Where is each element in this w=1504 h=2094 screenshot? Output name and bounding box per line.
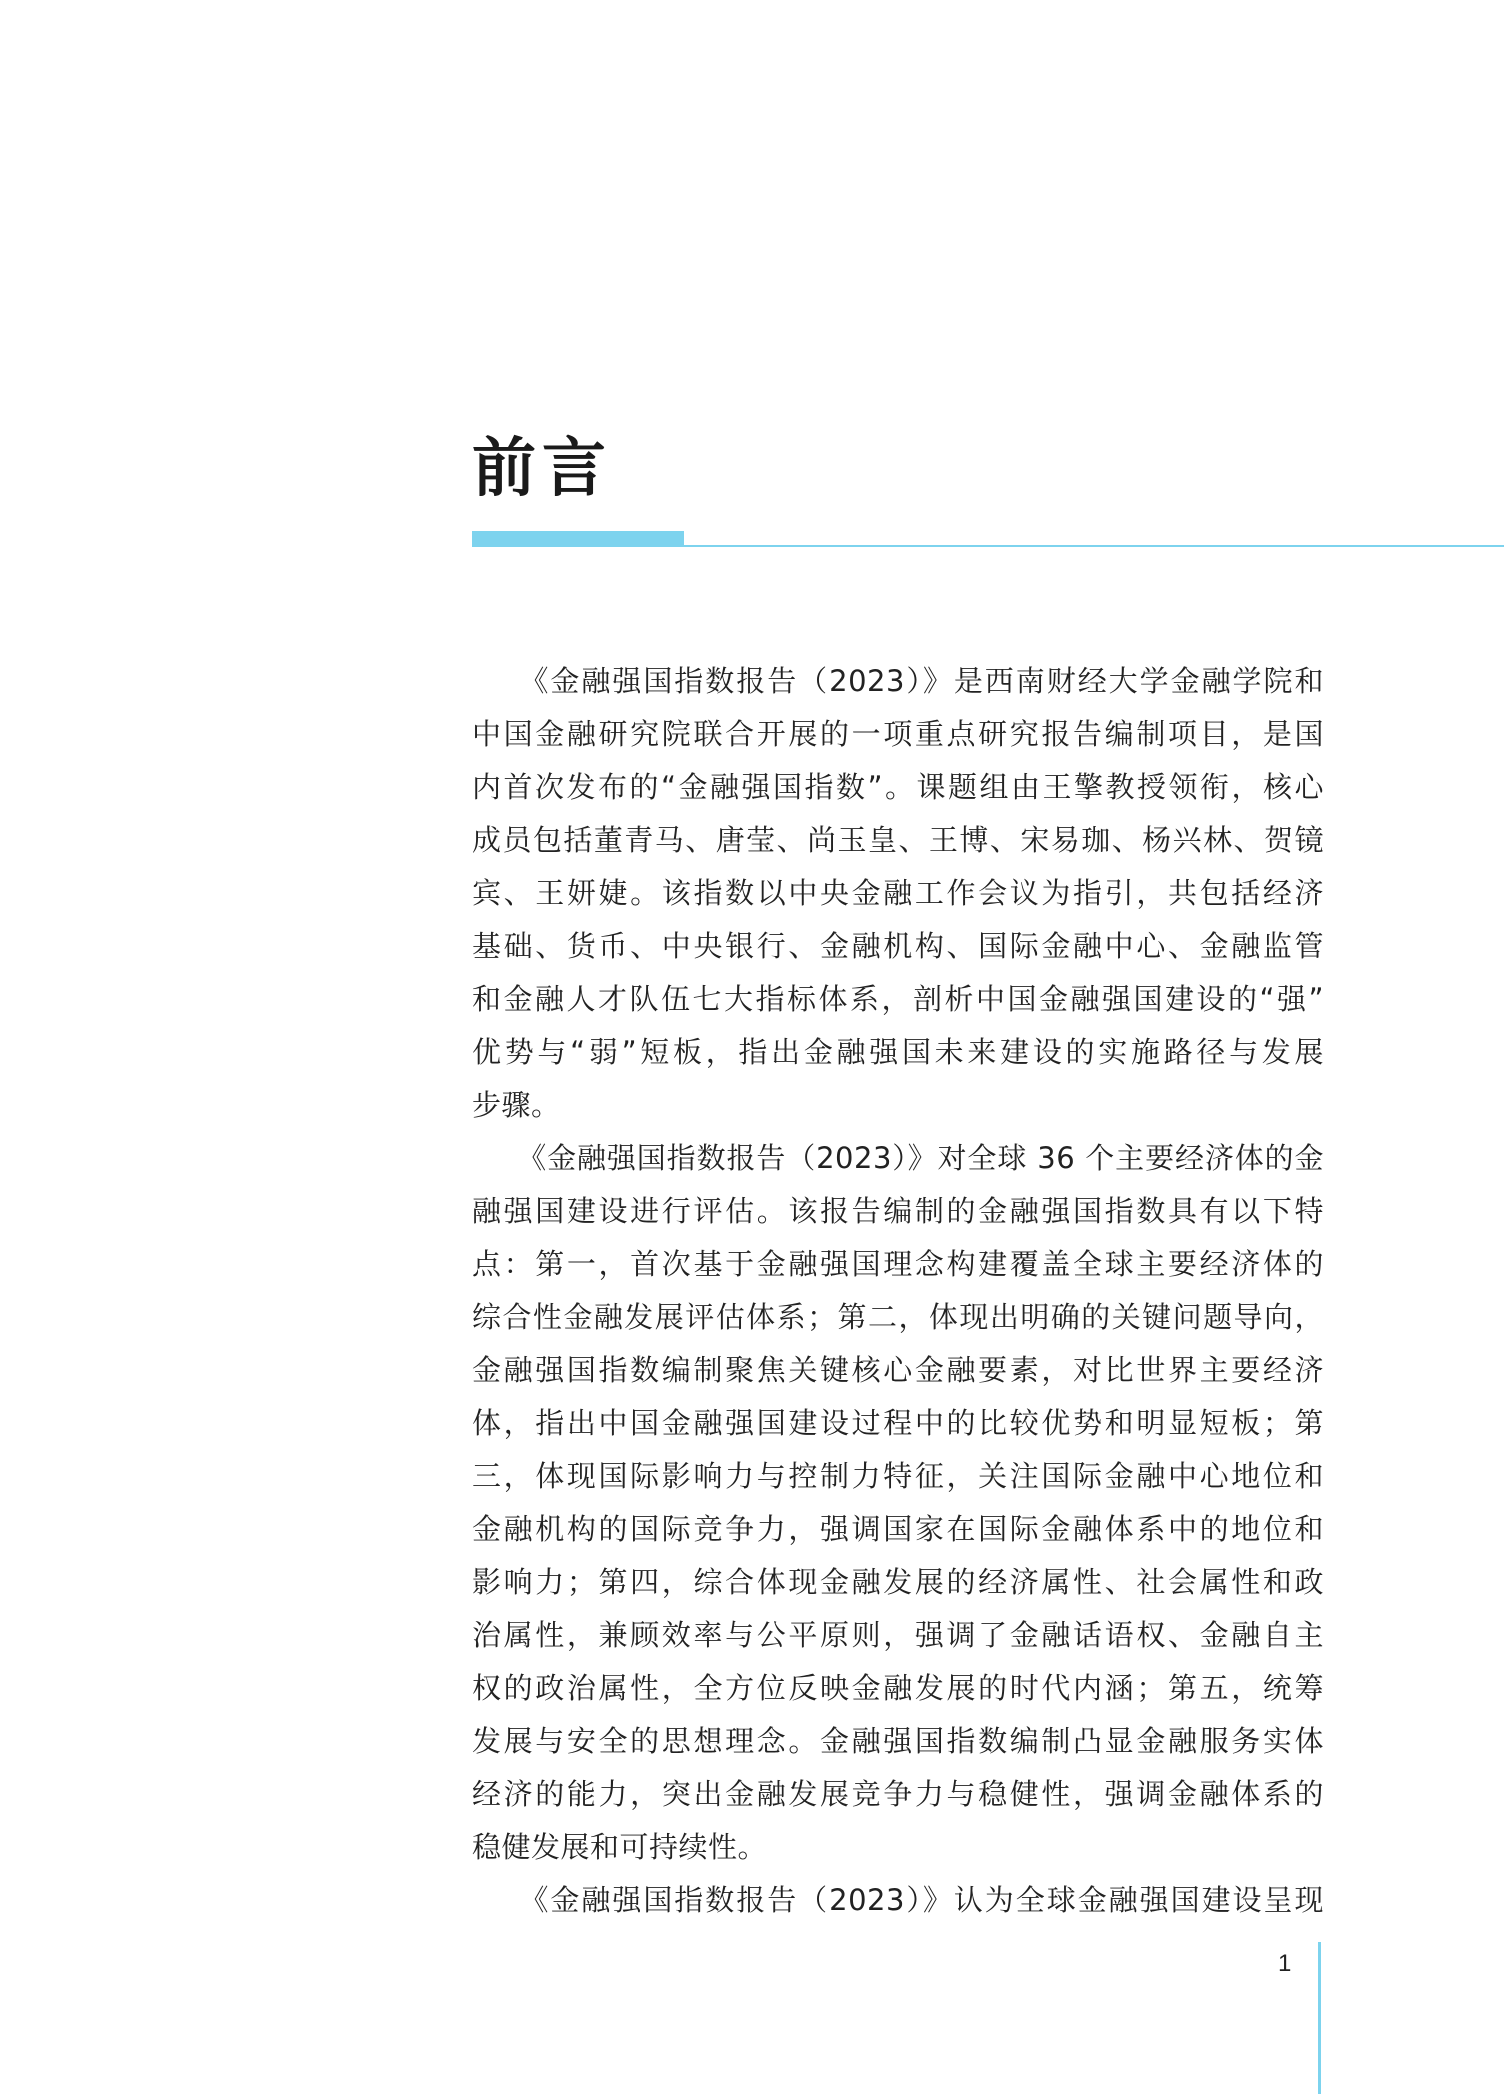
text-line: 金融强国指数编制聚焦关键核心金融要素，对比世界主要经济 bbox=[472, 1353, 1324, 1387]
text-line: 基础、货币、中央银行、金融机构、国际金融中心、金融监管 bbox=[472, 929, 1324, 963]
page-title: 前言 bbox=[472, 432, 612, 506]
text-line: 稳健发展和可持续性。 bbox=[472, 1830, 768, 1864]
text-line: 宾、王妍婕。该指数以中央金融工作会议为指引，共包括经济 bbox=[472, 876, 1324, 910]
text-line: 体，指出中国金融强国建设过程中的比较优势和明显短板；第 bbox=[472, 1406, 1324, 1440]
text-line: 金融机构的国际竞争力，强调国家在国际金融体系中的地位和 bbox=[472, 1512, 1324, 1546]
text-line: 权的政治属性，全方位反映金融发展的时代内涵；第五，统筹 bbox=[472, 1671, 1324, 1705]
text-line: 《金融强国指数报告（2023）》是西南财经大学金融学院和 bbox=[472, 664, 1324, 698]
text-line: 步骤。 bbox=[472, 1088, 561, 1122]
text-line: 中国金融研究院联合开展的一项重点研究报告编制项目，是国 bbox=[472, 717, 1324, 751]
text-line: 《金融强国指数报告（2023）》认为全球金融强国建设呈现 bbox=[472, 1883, 1324, 1917]
page-edge-rule bbox=[1318, 1942, 1321, 2094]
text-line: 影响力；第四，综合体现金融发展的经济属性、社会属性和政 bbox=[472, 1565, 1324, 1599]
title-underline-accent bbox=[472, 531, 684, 545]
page-number: 1 bbox=[1278, 1950, 1292, 1977]
text-line: 点：第一，首次基于金融强国理念构建覆盖全球主要经济体的 bbox=[472, 1247, 1324, 1281]
text-line: 治属性，兼顾效率与公平原则，强调了金融话语权、金融自主 bbox=[472, 1618, 1324, 1652]
text-line: 融强国建设进行评估。该报告编制的金融强国指数具有以下特 bbox=[472, 1194, 1324, 1228]
text-line: 发展与安全的思想理念。金融强国指数编制凸显金融服务实体 bbox=[472, 1724, 1324, 1758]
text-line: 经济的能力，突出金融发展竞争力与稳健性，强调金融体系的 bbox=[472, 1777, 1324, 1811]
text-line: 三，体现国际影响力与控制力特征，关注国际金融中心地位和 bbox=[472, 1459, 1324, 1493]
text-line: 优势与“弱”短板，指出金融强国未来建设的实施路径与发展 bbox=[472, 1035, 1324, 1069]
text-line: 《金融强国指数报告（2023）》对全球 36 个主要经济体的金 bbox=[472, 1141, 1324, 1175]
title-underline-thin bbox=[472, 545, 1504, 547]
text-line: 内首次发布的“金融强国指数”。课题组由王擎教授领衔，核心 bbox=[472, 770, 1324, 804]
text-line: 综合性金融发展评估体系；第二，体现出明确的关键问题导向， bbox=[472, 1300, 1324, 1334]
text-line: 和金融人才队伍七大指标体系，剖析中国金融强国建设的“强” bbox=[472, 982, 1324, 1016]
text-line: 成员包括董青马、唐莹、尚玉皇、王博、宋易珈、杨兴林、贺镜 bbox=[472, 823, 1324, 857]
body-text bbox=[472, 655, 1324, 1927]
